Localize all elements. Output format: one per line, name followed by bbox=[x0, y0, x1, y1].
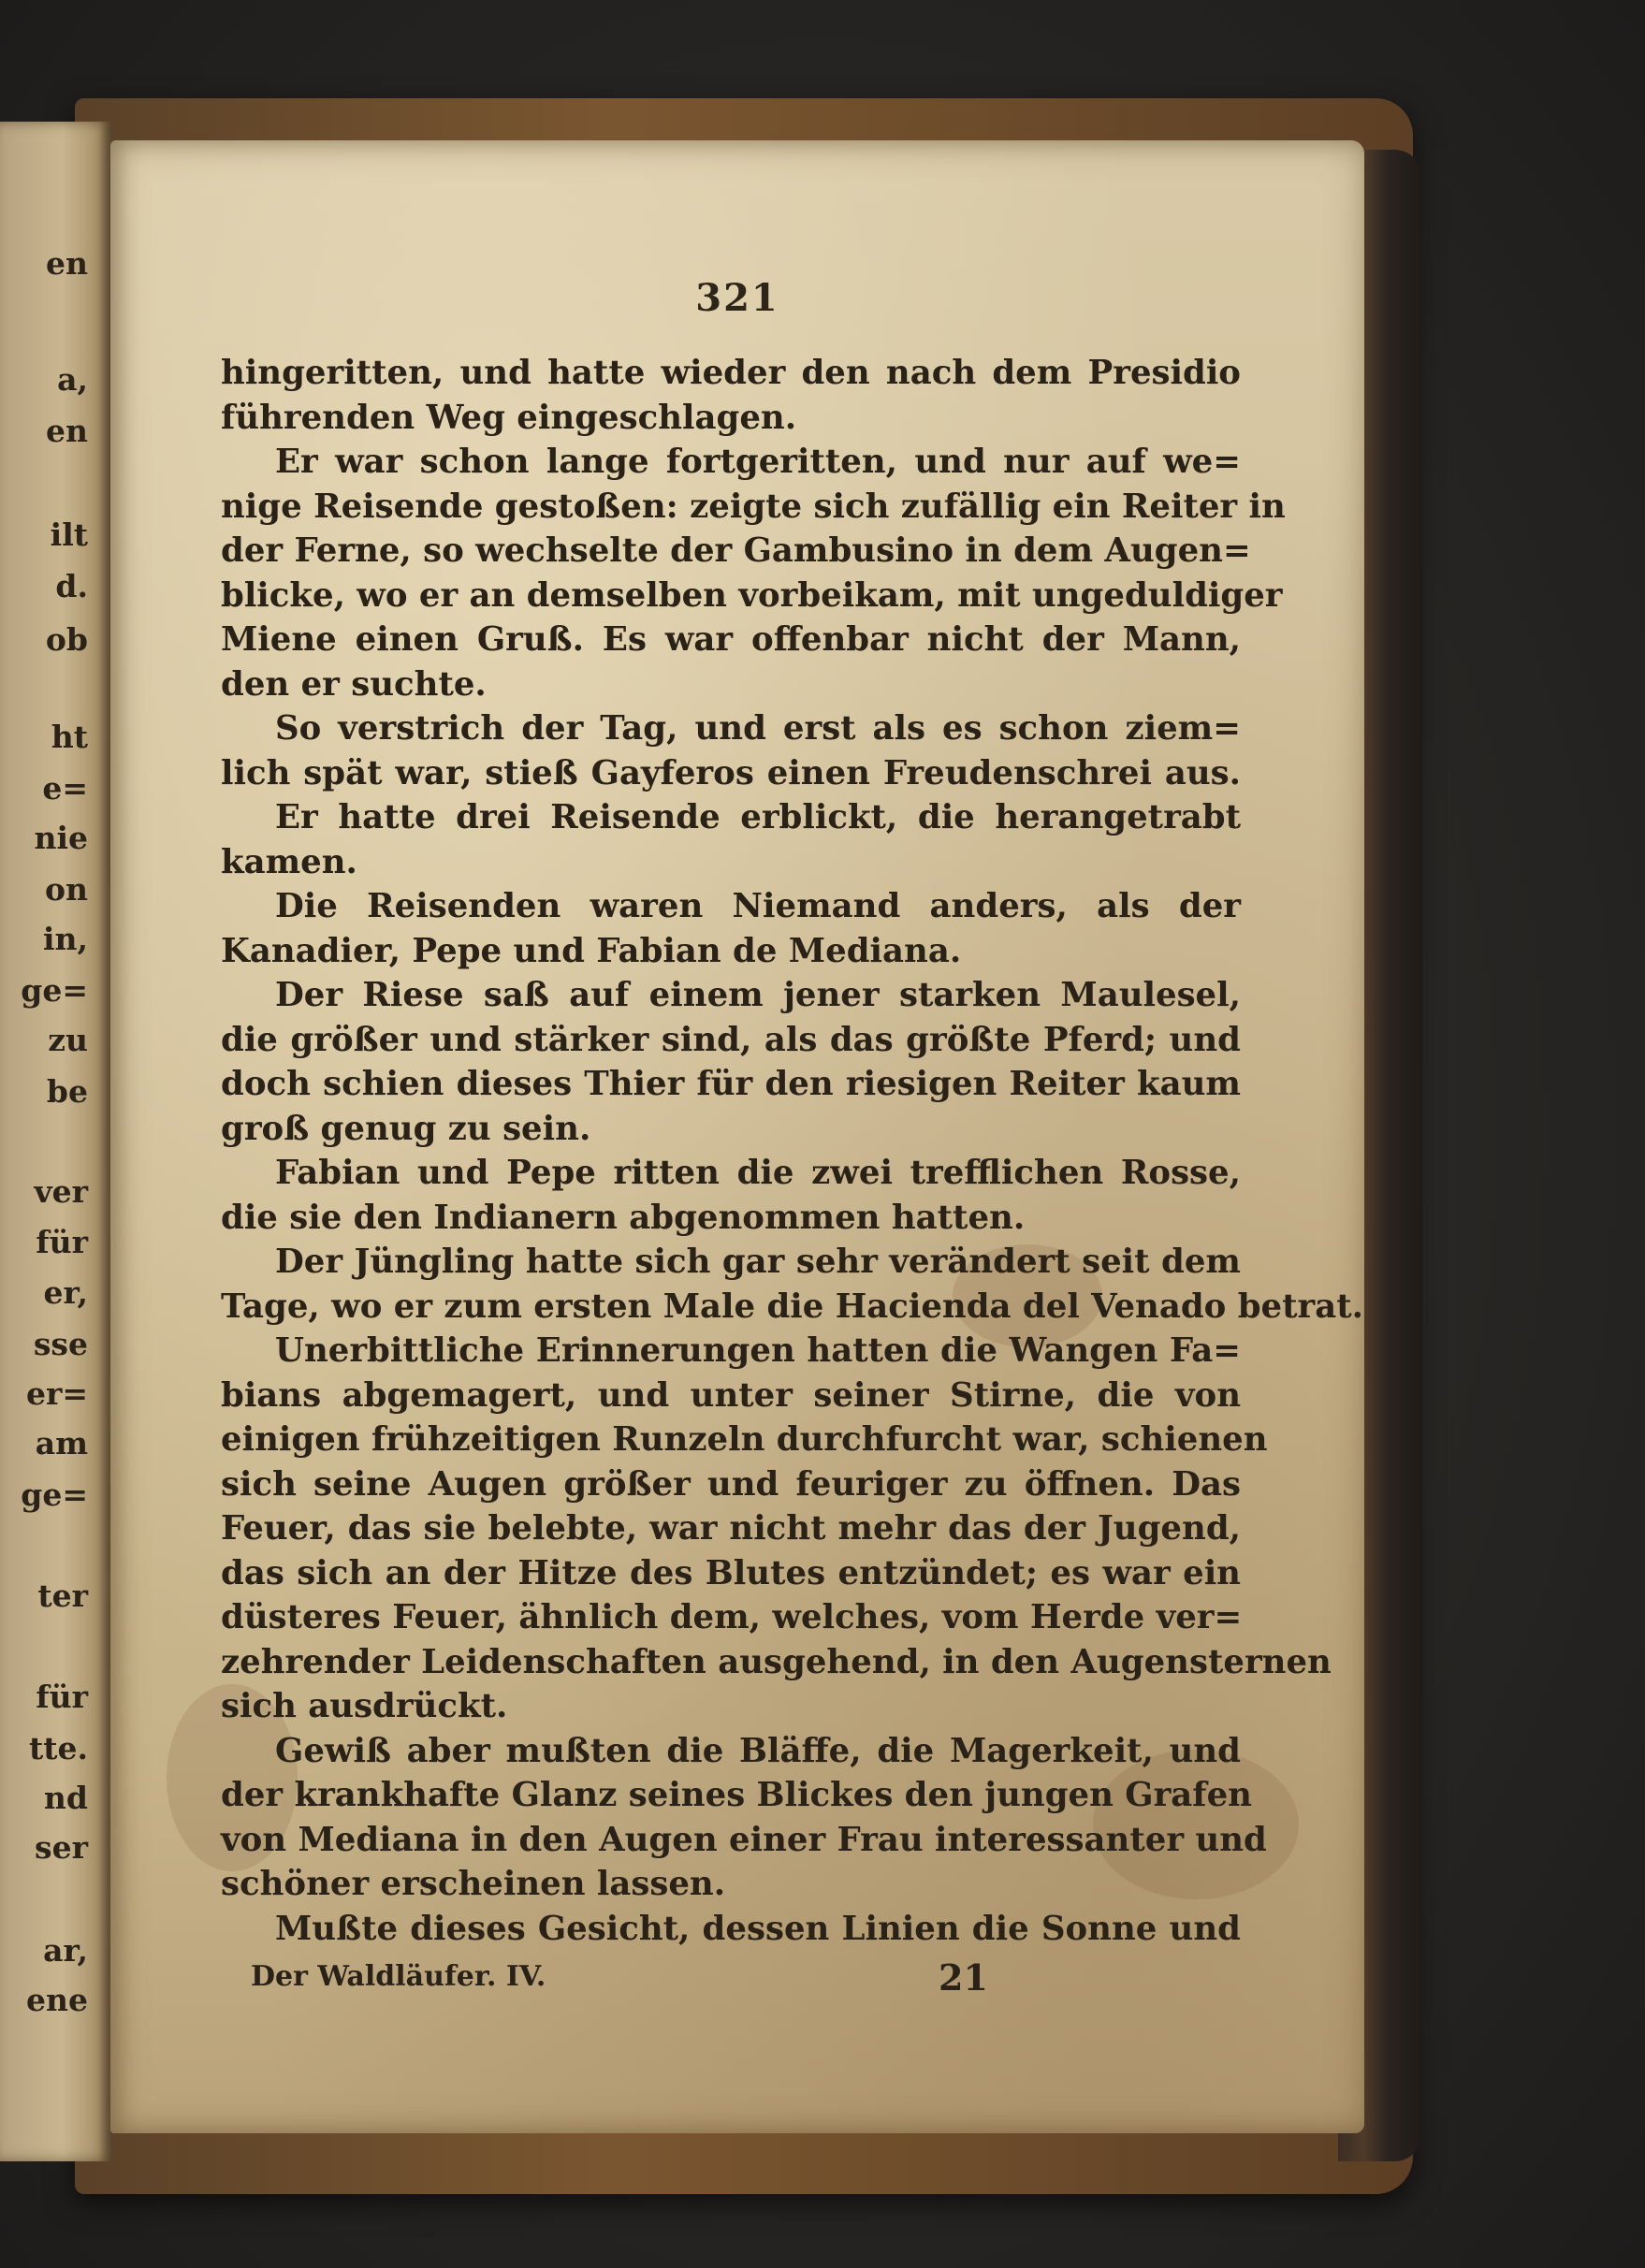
left-page-fragment-text: en bbox=[46, 413, 88, 450]
text-line: Kanadier, Pepe und Fabian de Mediana. bbox=[221, 931, 962, 970]
book-page bbox=[110, 140, 1364, 2133]
left-page-fragment-text: für bbox=[36, 1678, 88, 1715]
left-page-fragment-text: d. bbox=[55, 568, 88, 605]
text-line: das sich an der Hitze des Blutes entzündet; es war ein bbox=[221, 1553, 1241, 1592]
text-line: die größer und stärker sind, als das größte Pferd; und bbox=[221, 1020, 1241, 1059]
page-footer bbox=[251, 1956, 1158, 2007]
text-line: zehrender Leidenschaften ausgehend, in den Augensternen bbox=[221, 1642, 1332, 1681]
text-line: Tage, wo er zum ersten Male die Hacienda del Venado betrat. bbox=[221, 1287, 1363, 1326]
text-line: hingeritten, und hatte wieder den nach dem Presidio bbox=[221, 354, 1241, 392]
page-number: 321 bbox=[695, 276, 779, 320]
running-footer-title: Der Waldläufer. IV. bbox=[251, 1960, 546, 1993]
left-page-fragment-text: er, bbox=[43, 1274, 88, 1312]
left-page-fragment-text: en bbox=[46, 244, 88, 282]
left-page-fragment-text: für bbox=[36, 1223, 88, 1260]
page-body-text bbox=[221, 351, 1363, 1951]
signature-mark: 21 bbox=[939, 1956, 988, 1999]
text-line: Gewiß aber mußten die Bläffe, die Magerkeit, und bbox=[275, 1731, 1241, 1770]
text-line: sich ausdrückt. bbox=[221, 1687, 508, 1725]
left-page-fragment-text: nie bbox=[34, 820, 88, 856]
left-page-fragment-text: on bbox=[44, 870, 88, 908]
left-page-fragment-text: ht bbox=[51, 719, 88, 756]
text-line: blicke, wo er an demselben vorbeikam, mit ungeduldiger bbox=[221, 575, 1283, 615]
left-page-fragment-text: e= bbox=[42, 769, 88, 807]
text-line: Er hatte drei Reisende erblickt, die herangetrabt bbox=[275, 798, 1241, 836]
text-line: Fabian und Pepe ritten die zwei trefflichen Rosse, bbox=[275, 1154, 1241, 1192]
text-line: Miene einen Gruß. Es war offenbar nicht der Mann, bbox=[221, 620, 1241, 659]
text-line: doch schien dieses Thier für den riesigen Reiter kaum bbox=[221, 1065, 1241, 1103]
text-line: Mußte dieses Gesicht, dessen Linien die Sonne und bbox=[275, 1909, 1241, 1948]
text-line: einigen frühzeitigen Runzeln durchfurcht war, schienen bbox=[221, 1420, 1268, 1459]
text-line: Der Jüngling hatte sich gar sehr verändert seit dem bbox=[275, 1243, 1241, 1281]
left-page-fragment-text: be bbox=[46, 1072, 88, 1110]
left-page-fragment bbox=[0, 122, 112, 2161]
text-line: So verstrich der Tag, und erst als es schon ziem= bbox=[275, 709, 1241, 748]
left-page-fragment-text: in, bbox=[42, 920, 88, 957]
left-page-fragment-text: ge= bbox=[21, 1476, 88, 1514]
left-page-fragment-text: er= bbox=[25, 1375, 88, 1413]
left-page-fragment-text: ene bbox=[26, 1981, 88, 2018]
left-page-fragment-text: ver bbox=[34, 1173, 88, 1211]
text-line: nige Reisende gestoßen: zeigte sich zufällig ein Reiter in bbox=[221, 487, 1286, 526]
left-page-fragment-text: sse bbox=[33, 1326, 88, 1363]
text-line: lich spät war, stieß Gayferos einen Freudenschrei aus. bbox=[221, 753, 1241, 792]
text-line: kamen. bbox=[221, 842, 357, 881]
text-line: die sie den Indianern abgenommen hatten. bbox=[221, 1198, 1026, 1237]
left-page-text bbox=[0, 122, 94, 2161]
left-page-fragment-text: ter bbox=[37, 1577, 88, 1615]
left-page-fragment-text: ilt bbox=[50, 516, 88, 554]
left-page-fragment-text: ge= bbox=[21, 971, 88, 1009]
text-line: bians abgemagert, und unter seiner Stirne, die von bbox=[221, 1375, 1241, 1415]
text-line: Er war schon lange fortgeritten, und nur auf we= bbox=[275, 443, 1241, 481]
left-page-fragment-text: nd bbox=[43, 1779, 88, 1816]
left-page-fragment-text: ob bbox=[45, 620, 88, 658]
text-line: Der Riese saß auf einem jener starken Maulesel, bbox=[275, 976, 1241, 1014]
left-page-fragment-text: tte. bbox=[29, 1729, 88, 1766]
text-line: Die Reisenden waren Niemand anders, als der bbox=[275, 887, 1241, 925]
text-line: der Ferne, so wechselte der Gambusino in dem Augen= bbox=[221, 531, 1251, 570]
left-page-fragment-text: a, bbox=[57, 361, 88, 399]
text-line: Unerbittliche Erinnerungen hatten die Wangen Fa= bbox=[275, 1331, 1241, 1370]
text-line: führenden Weg eingeschlagen. bbox=[221, 398, 797, 437]
text-line: sich seine Augen größer und feuriger zu öffnen. Das bbox=[221, 1464, 1241, 1504]
text-line: groß genug zu sein. bbox=[221, 1109, 591, 1148]
text-line: düsteres Feuer, ähnlich dem, welches, vom Herde ver= bbox=[221, 1598, 1243, 1636]
left-page-fragment-text: ser bbox=[35, 1829, 88, 1866]
left-page-fragment-text: ar, bbox=[43, 1931, 88, 1969]
text-line: den er suchte. bbox=[221, 664, 487, 704]
text-line: von Mediana in den Augen einer Frau interessanter und bbox=[221, 1820, 1267, 1859]
text-line: Feuer, das sie belebte, war nicht mehr das der Jugend, bbox=[221, 1509, 1241, 1548]
left-page-fragment-text: zu bbox=[48, 1021, 88, 1058]
text-line: der krankhafte Glanz seines Blickes den jungen Grafen bbox=[221, 1776, 1252, 1814]
text-line: schöner erscheinen lassen. bbox=[221, 1865, 726, 1903]
left-page-fragment-text: am bbox=[35, 1425, 88, 1462]
